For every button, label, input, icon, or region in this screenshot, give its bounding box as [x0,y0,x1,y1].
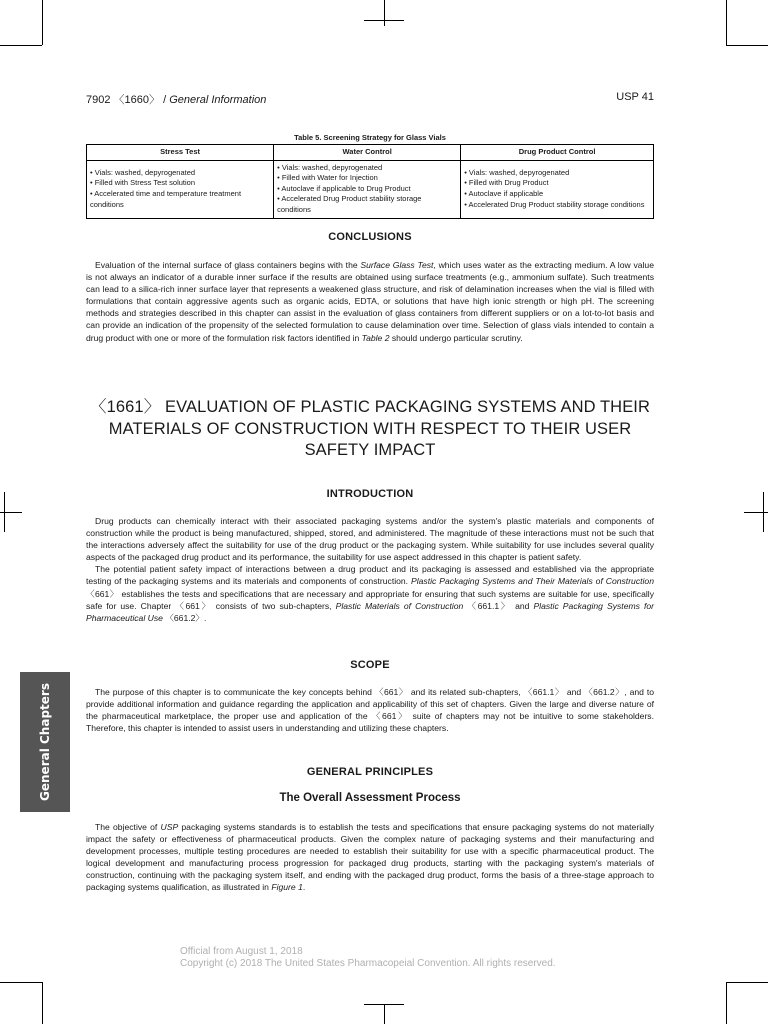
text-run-italic: Plastic Materials of Construction [335,600,464,611]
screening-table [86,144,654,219]
text-run-italic: Surface Glass Test [360,260,434,270]
table-item: • Filled with Water for Injection [277,173,378,183]
crop-mark [364,20,404,21]
table-caption: Table 5. Screening Strategy for Glass Vials [294,133,446,142]
text-run: should undergo particular scrutiny. [389,332,523,343]
table-item: • Accelerated Drug Product stability storage conditions [277,194,422,214]
text-run: 〈661〉 establishes the tests and specifications that are necessary and appropriate for ensuring that such systems are suitable for use, specifically safe for use. Chapter 〈661〉 consists of two sub-chapters, [86,588,654,611]
text-run-italic: USP [160,822,179,832]
crop-mark [384,0,385,26]
running-header [86,91,654,107]
scope-paragraph: The purpose of this chapter is to communicate the key concepts behind 〈661〉 and its related sub-chapters, 〈661.1〉 and 〈661.2〉, and to provide additional information and guidance regarding the application and applicability of this set of chapters. Given the large and diverse nature of the pharmaceutical marketplace, the proper use and application of the 〈661〉 suite of chapters may not be intuitive to some stakeholders. Therefore, this chapter is intended to assist users in understanding and utilizing these chapters. [86,687,654,734]
chapter-ref: 〈1660〉 / [113,94,170,106]
crop-mark [364,1004,404,1005]
footer-copyright: Copyright (c) 2018 The United States Pharmacopeial Convention. All rights reserved. [180,958,556,969]
table-item: • Autoclave if applicable [464,189,544,199]
scope-heading: SCOPE [350,659,390,671]
table-item: • Vials: washed, depyrogenated [464,167,570,177]
header-left [86,91,266,107]
crop-mark [726,982,768,983]
text-run: , which uses water as the extracting medium. A low value is not always an indicator of a durable inner surface if the results are obtained using surface treatments (e.g., ammonium sulfate). Such treatments can lead to a silica-rich inner surface layer that represents a weakened glass structure, and risk of delamination increases when the vial is filled with formulations that contain aggressive agents such as organic acids, EDTA, or solutions that have high ionic strength or high pH. The screening methods and strategies described in this chapter can assist in the evaluation of glass containers from different suppliers or on a lot-to-lot basis and can provide an indication of the propensity of the selected formulation to cause delamination over time. Selection of glass vials intended to contain a drug product with one or more of the formulation risk factors identified in [86,260,654,343]
crop-mark [4,492,5,532]
table-item: • Filled with Stress Test solution [90,178,196,188]
crop-mark [726,45,768,46]
crop-mark [0,982,42,983]
introduction-paragraph: Drug products can chemically interact with their associated packaging systems and/or the system's plastic materials and components of construction while the product is being manufactured, shipped, stored, and administered. The magnitude of these interactions must not be such that the interactions adversely affect the suitability for use of the drug product or the packaging system. While suitability for use includes several quality aspects of the packaged drug product and its performance, the suitability for use aspect addressed in this chapter is patient safety. [86,516,654,563]
crop-mark [42,0,43,45]
table-item: • Autoclave if applicable to Drug Product [277,183,411,193]
text-run-italic: Plastic Packaging Systems and Their Materials of Construction [410,576,654,587]
table-item: • Accelerated Drug Product stability storage conditions [464,199,645,209]
text-run-italic: Figure 1 [271,882,303,893]
table-header-water: Water Control [274,145,461,161]
assessment-process-subheading: The Overall Assessment Process [279,792,461,804]
conclusions-heading: CONCLUSIONS [328,231,412,243]
edition-label: USP 41 [616,91,654,103]
introduction-paragraph [86,563,654,623]
text-run: 〈661.1〉 and [463,600,534,611]
general-principles-paragraph [86,821,654,894]
table-header-stress: Stress Test [87,145,274,161]
text-run: . [302,882,306,893]
copyright-footer [180,946,650,970]
table-item: • Accelerated time and temperature treatment conditions [90,189,242,209]
text-run: packaging systems standards is to establish the tests and specifications that ensure packaging systems do not materially impact the safety or effectiveness of pharmaceutical products. Given the complex nature of packaging systems and their manufacturing and development processes, multiple testing procedures are needed to establish their suitability for use with a specific pharmaceutical product. The logical development and manufacturing process progression for packaged drug products, starting with the packaging system's materials of construction, continuing with the packaging system itself, and ending with the packaged drug product, forms the basis of a three-stage approach to packaging systems qualification, as illustrated in [86,822,654,893]
text-run: The objective of [95,822,161,832]
chapter-title: 〈1661〉 EVALUATION OF PLASTIC PACKAGING SYSTEMS AND THEIR MATERIALS OF CONSTRUCTION WITH RESPECT TO THEIR USER SAFETY IMPACT [89,398,651,459]
table-cell-drug [461,160,654,218]
crop-mark [726,0,727,45]
introduction-heading: INTRODUCTION [326,488,414,500]
text-run-italic: Plastic Packaging Systems for Pharmaceutical Use [86,600,654,623]
table-cell-water [274,160,461,218]
conclusions-paragraph [86,259,654,344]
general-chapters-tab [20,672,70,812]
text-run: 〈661.2〉. [162,612,207,623]
side-tab-label: General Chapters [38,683,52,801]
table-item: • Vials: washed, depyrogenated [90,167,196,177]
crop-mark [726,982,727,1024]
text-run: Evaluation of the internal surface of glass containers begins with the [95,260,361,270]
crop-mark [42,982,43,1024]
table-item: • Filled with Drug Product [464,178,549,188]
table-header-drug: Drug Product Control [461,145,654,161]
section-name: General Information [169,94,267,106]
text-run: The potential patient safety impact of interactions between a drug product and its packaging is assessed and established via the appropriate testing of the packaging systems and its materials and components of construction. [86,564,654,587]
table-item: • Vials: washed, depyrogenated [277,162,383,172]
page-number: 7902 [86,94,111,106]
footer-official-date: Official from August 1, 2018 [180,946,303,957]
crop-mark [744,512,768,513]
crop-mark [384,1004,385,1024]
text-run-italic: Table 2 [361,332,390,343]
general-principles-heading: GENERAL PRINCIPLES [306,766,434,778]
crop-mark [0,45,42,46]
table-cell-stress [87,160,274,218]
introduction-body [86,515,654,624]
crop-mark [763,492,764,532]
